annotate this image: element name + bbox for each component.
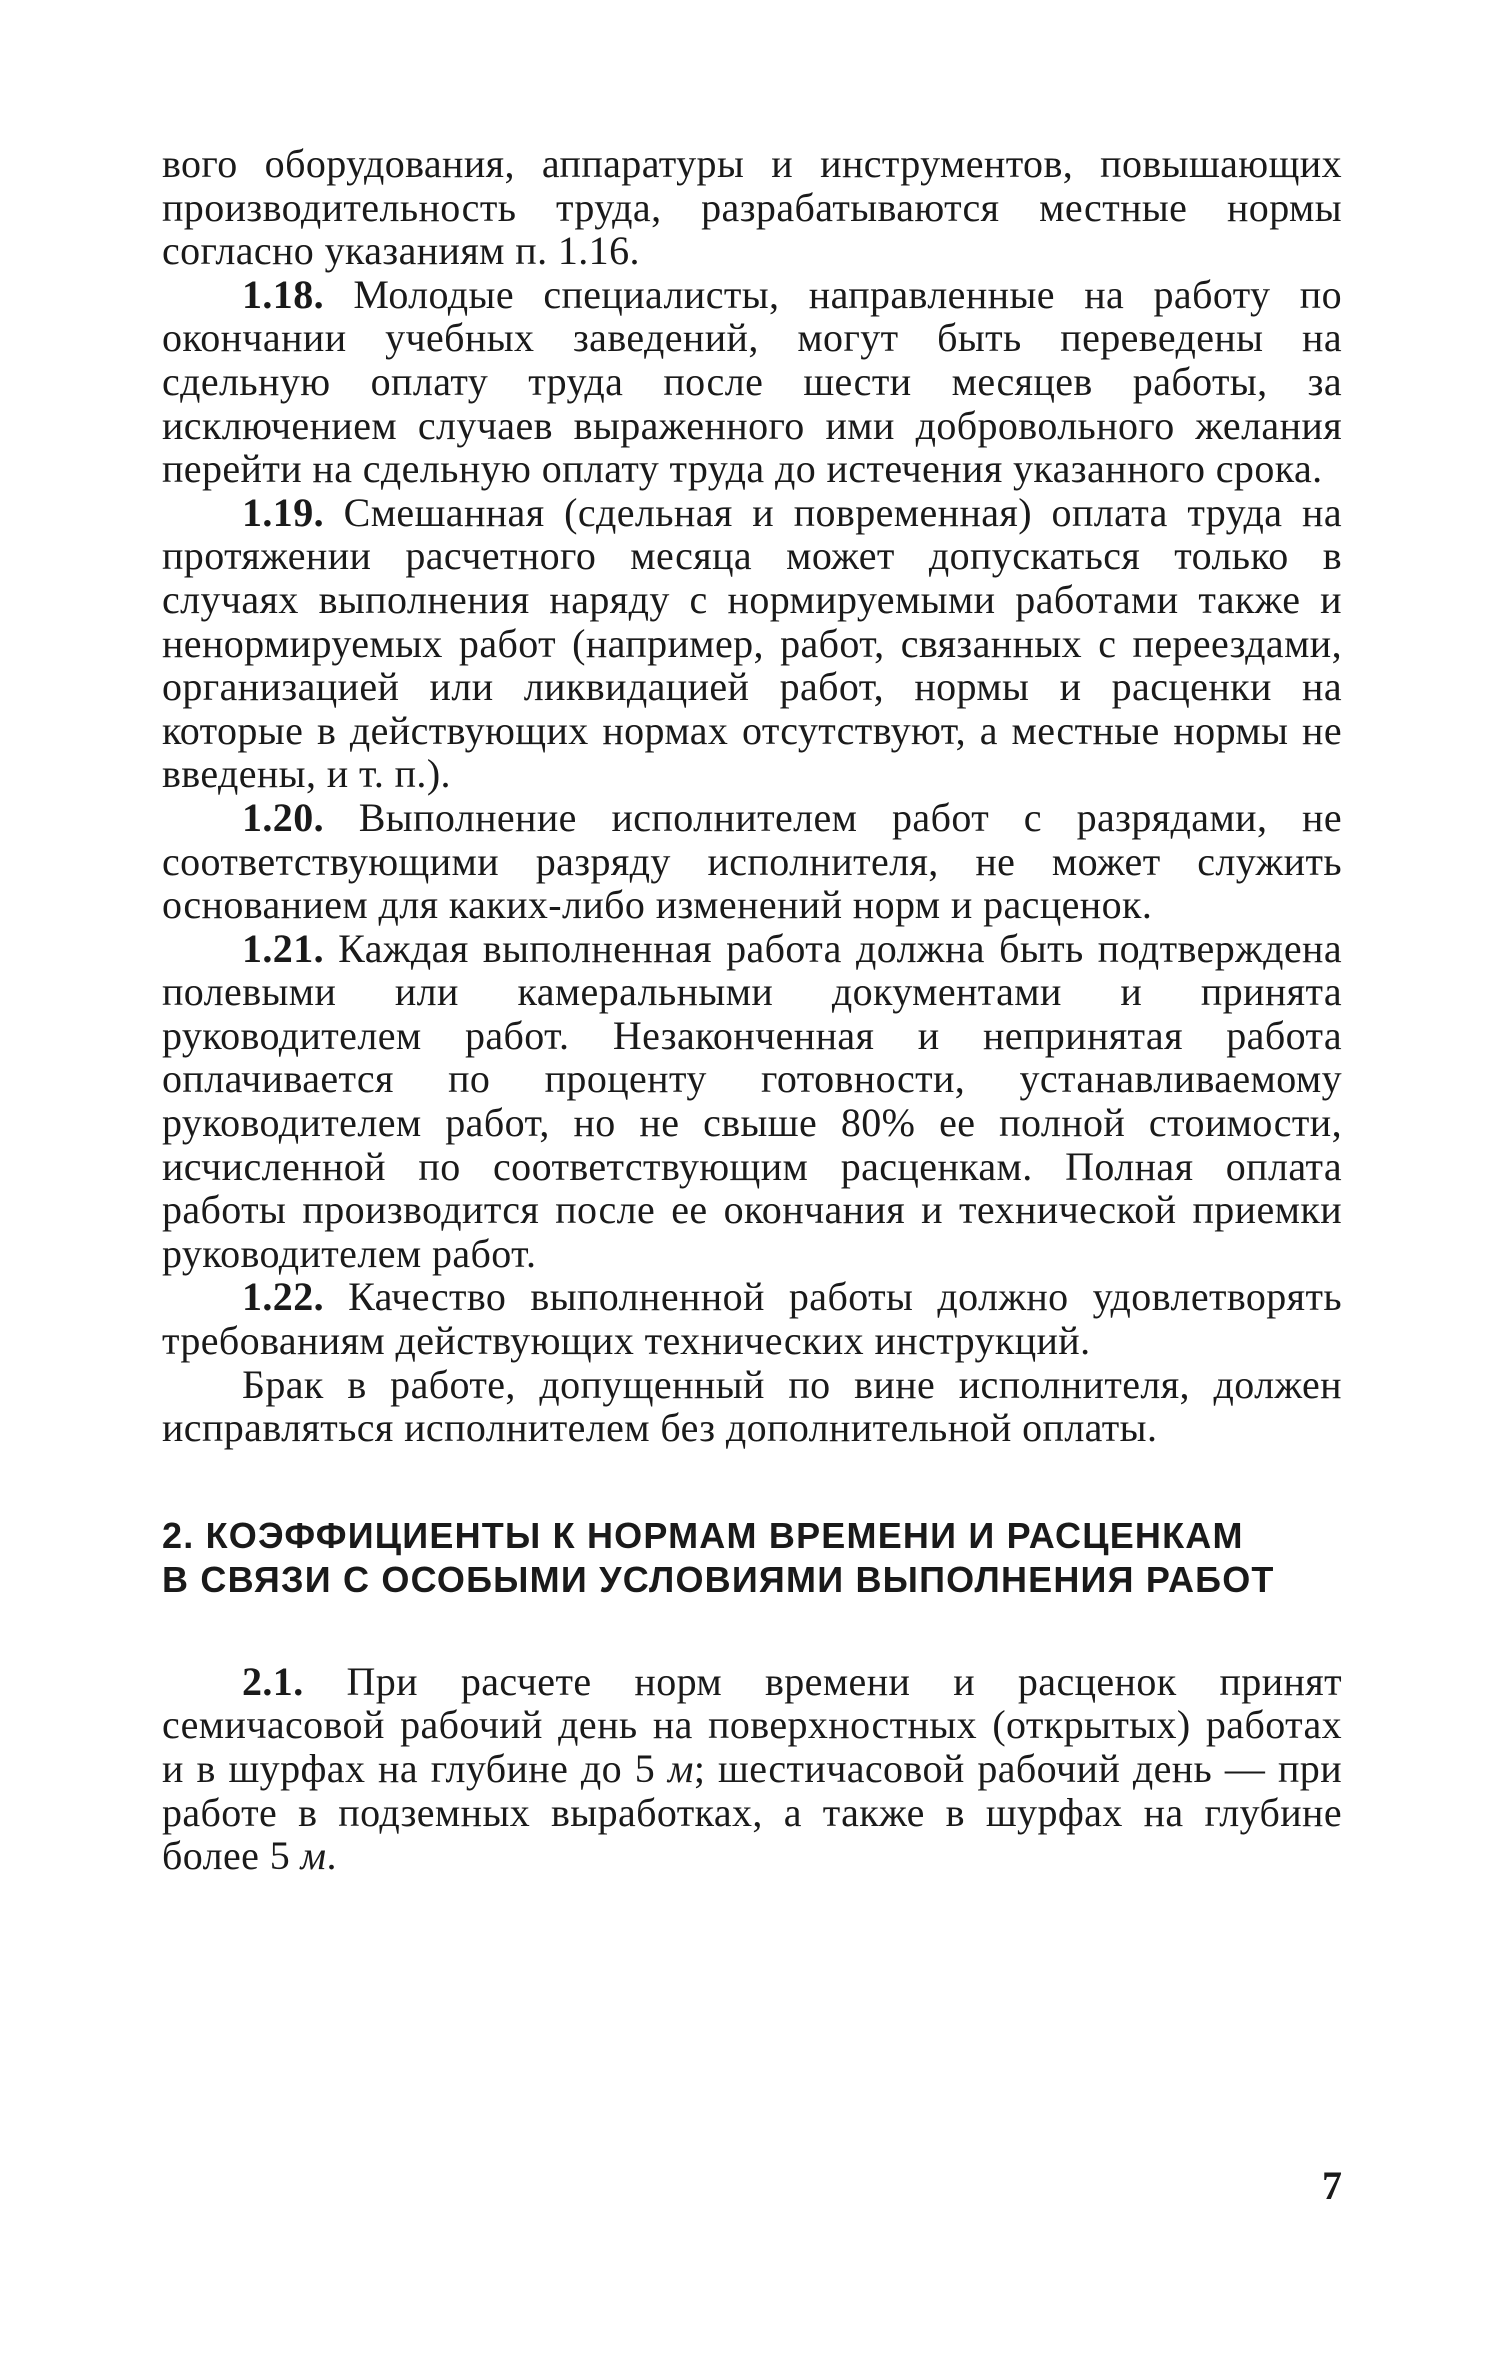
paragraph-1-21 [162,927,1342,1276]
paragraph-1-19 [162,491,1342,796]
unit-meter: м [300,1833,327,1879]
clause-number: 2.1. [242,1658,304,1704]
section-heading [162,1514,1342,1602]
clause-text: Каждая выполненная работа должна быть подтверждена полевыми или камеральными документами и принята руководителем работ. Незаконченная и непринятая работа оплачивается по проценту готовности, устанавливаемому руководителем работ, но не свыше 80% ее полной стоимости, исчисленной по соответствующим расценкам. Полная оплата работы производится после ее окончания и технической приемки руководителем работ. [162,925,1342,1276]
clause-text: Молодые специалисты, направленные на работу по окончании учебных заведений, могут быть переведены на сдельную оплату труда после шести месяцев работы, за исключением случаев выраженного ими добровольного желания перейти на сдельную оплату труда до истечения указанного срока. [162,271,1342,492]
clause-text: Выполнение исполнителем работ с разрядами, не соответствующими разряду исполнителя, не может служить основанием для каких-либо изменений норм и расценок. [162,794,1342,928]
clause-text-part-b: ; шестичасовой рабочий день — при работе в подземных выработках, а также в шурфах на глубине более 5 [162,1746,1342,1879]
clause-text: Смешанная (сдельная и повременная) оплата труда на протяжении расчетного месяца может допускаться только в случаях выполнения наряду с нормируемыми работами также и ненормируемых работ (например, работ, связанных с переездами, организацией или ликвидацией работ, нормы и расценки на которые в действующих нормах отсутствуют, а местные нормы не введены, и т. п.). [162,489,1343,797]
paragraph-1-22 [162,1275,1342,1362]
unit-meter: м [667,1746,694,1791]
clause-number: 1.19. [242,489,324,535]
document-page [162,142,1342,1878]
section-heading-line-2: В СВЯЗИ С ОСОБЫМИ УСЛОВИЯМИ ВЫПОЛНЕНИЯ РАБОТ [162,1558,1275,1600]
section-heading-line-1: 2. КОЭФФИЦИЕНТЫ К НОРМАМ ВРЕМЕНИ И РАСЦЕНКАМ [162,1514,1244,1556]
paragraph-1-18 [162,273,1342,491]
paragraph-2-1 [162,1660,1342,1878]
clause-text: Качество выполненной работы должно удовлетворять требованиям действующих технических инструкций. [162,1274,1342,1364]
clause-number: 1.20. [242,794,324,840]
clause-number: 1.21. [242,925,324,971]
clause-text-part-c: . [326,1833,337,1879]
defect-paragraph: Брак в работе, допущенный по вине исполнителя, должен исправляться исполнителем без дополнительной оплаты. [162,1361,1342,1451]
clause-number: 1.22. [242,1274,324,1320]
paragraph-1-20 [162,796,1342,927]
page-number: 7 [1322,2163,1342,2208]
continuation-paragraph: вого оборудования, аппаратуры и инструментов, повышающих производительность труда, разрабатываются местные нормы согласно указаниям п. 1.16. [162,141,1342,274]
clause-number: 1.18. [242,271,324,317]
clause-text-part-a: При расчете норм времени и расценок принят семичасовой рабочий день на поверхностных (открытых) работах и в шурфах на глубине до 5 [162,1658,1342,1791]
